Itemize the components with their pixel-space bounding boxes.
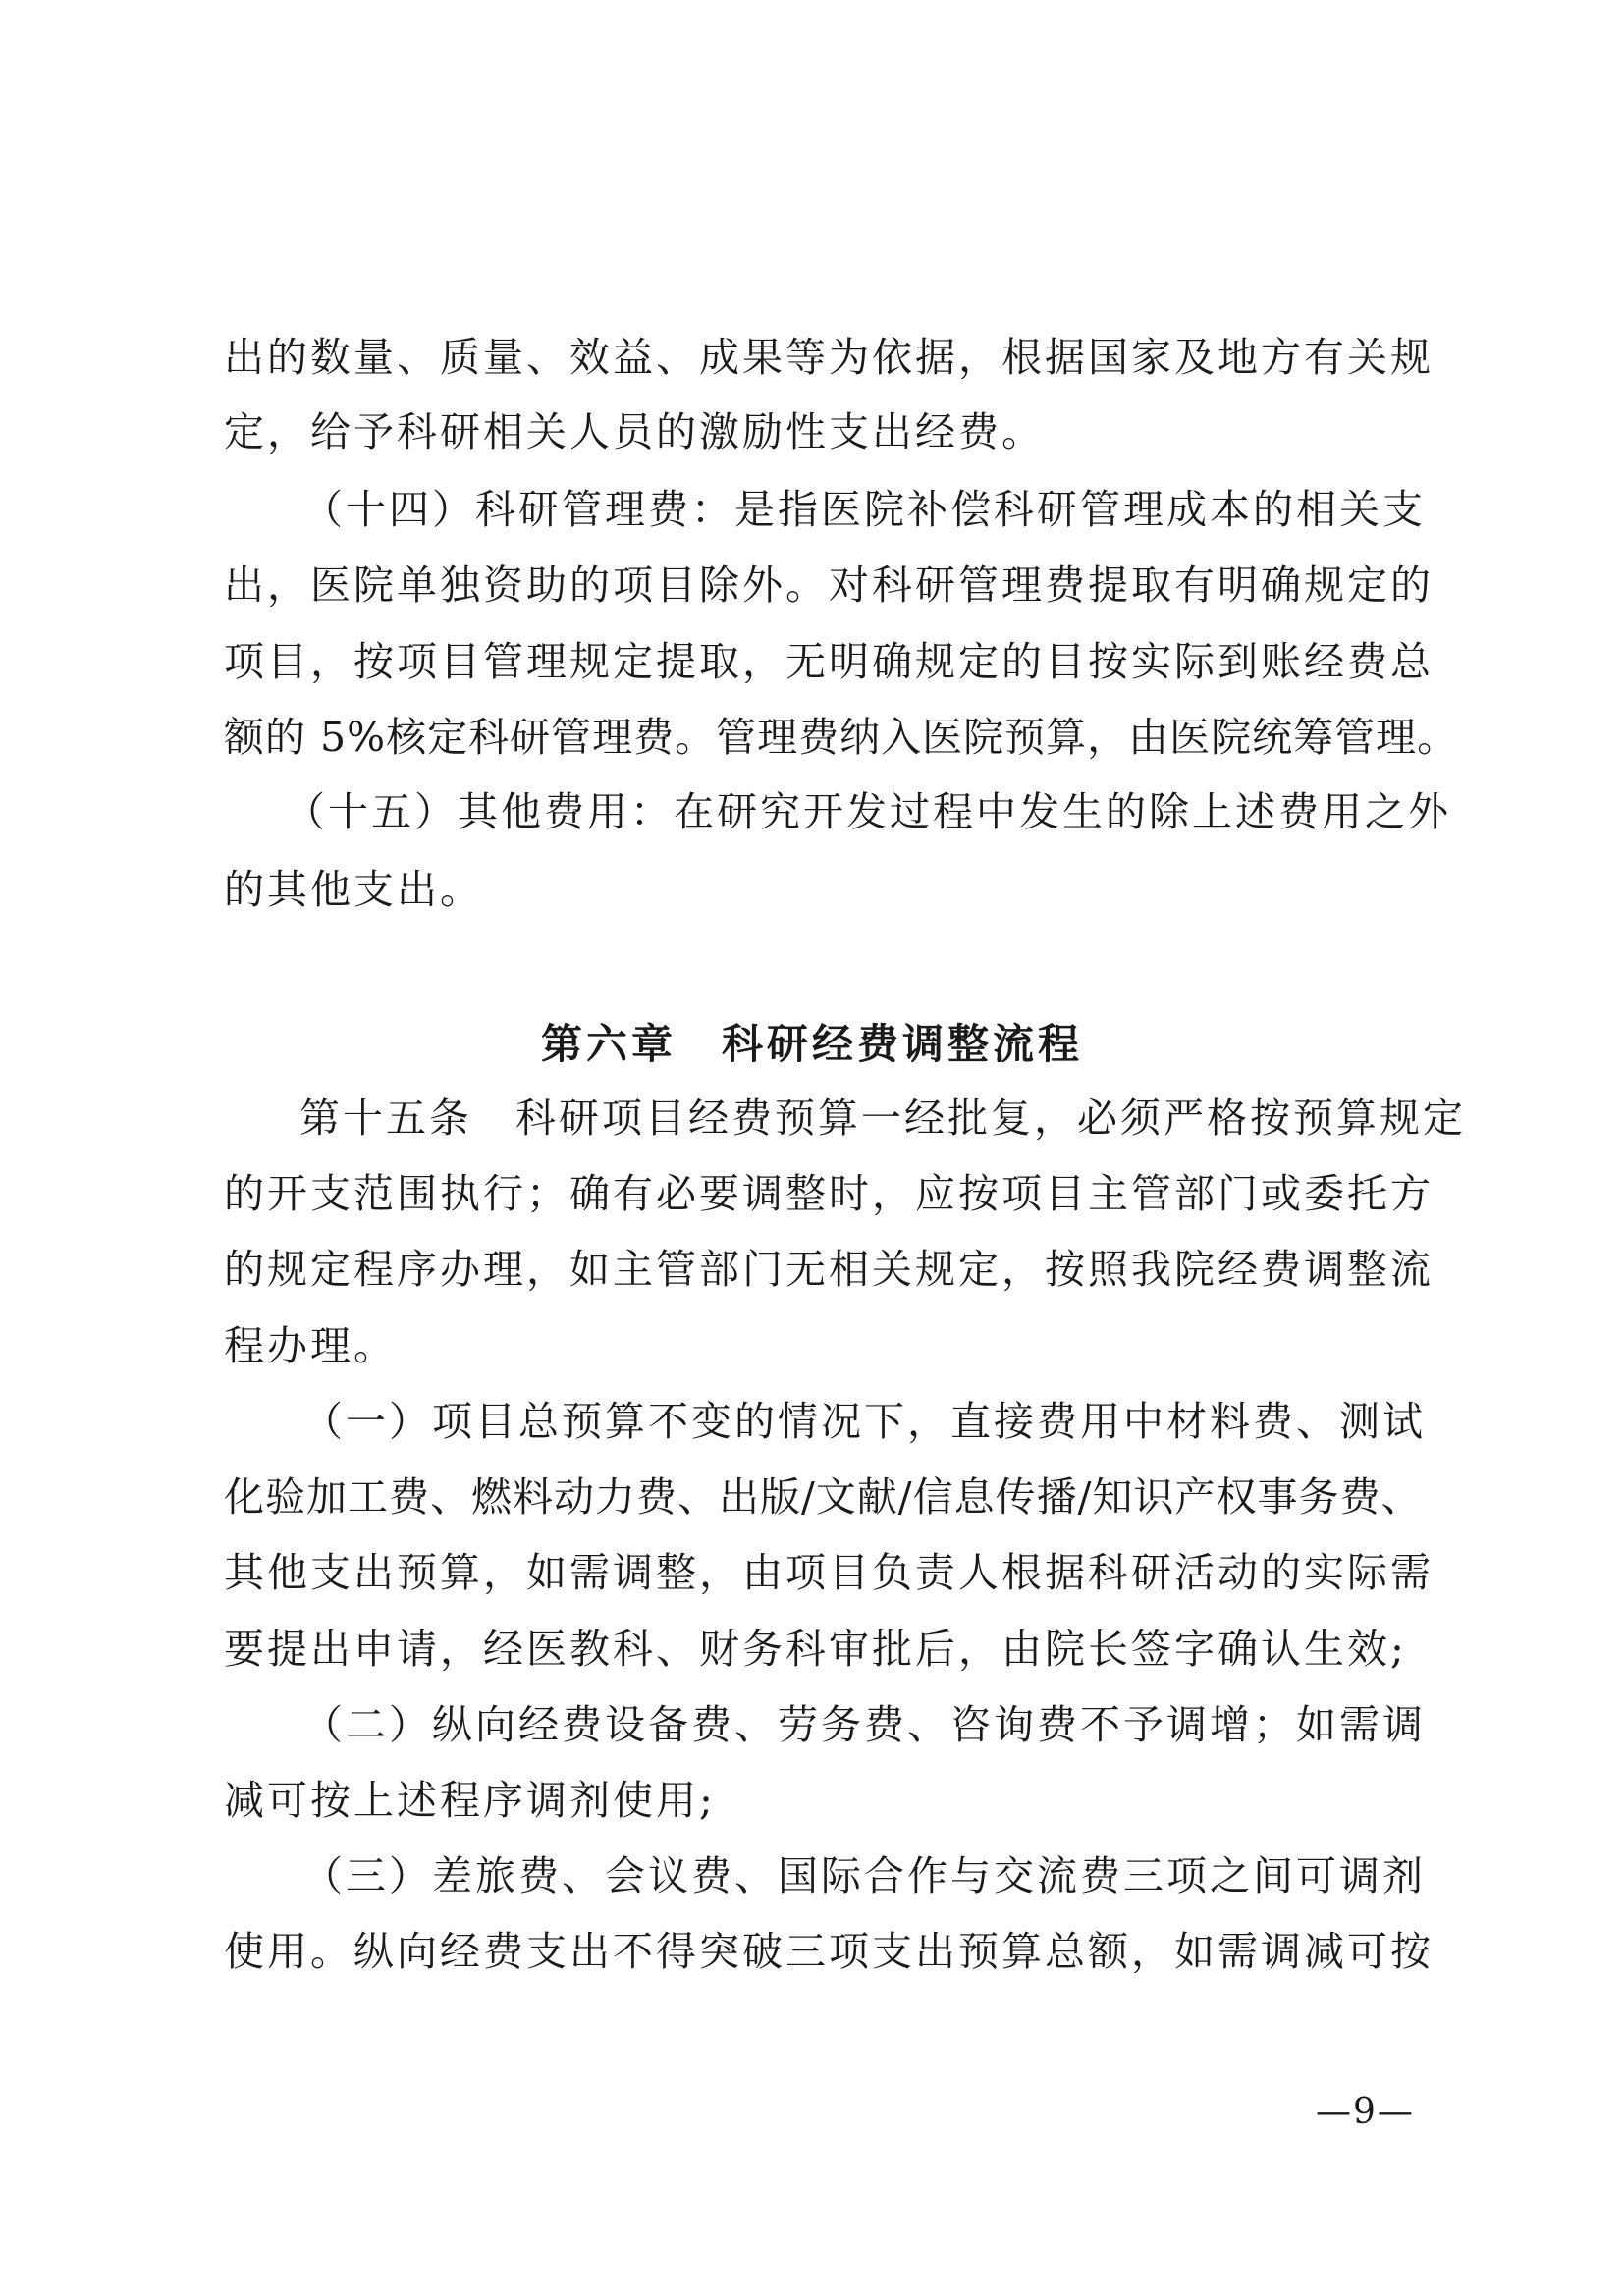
text-line: （十五）其他费用：在研究开发过程中发生的除上述费用之外 xyxy=(285,788,1451,835)
page-number: —9— xyxy=(1316,2092,1415,2132)
text-line: （二）纵向经费设备费、劳务费、咨询费不予调增；如需调 xyxy=(302,1701,1426,1748)
text-line: 使用。纵向经费支出不得突破三项支出预算总额，如需调减可按 xyxy=(224,1928,1434,1975)
text-line: 减可按上述程序调剂使用; xyxy=(224,1777,716,1824)
text-line: 的开支范围执行；确有必要调整时，应按项目主管部门或委托方 xyxy=(224,1170,1434,1217)
text-line: 要提出申请，经医教科、财务科审批后，由院长签字确认生效; xyxy=(224,1626,1407,1673)
text-line: 项目，按项目管理规定提取，无明确规定的目按实际到账经费总 xyxy=(224,638,1434,685)
text-line: 第十五条 科研项目经费预算一经批复，必须严格按预算规定 xyxy=(299,1095,1466,1142)
text-line: 其他支出预算，如需调整，由项目负责人根据科研活动的实际需 xyxy=(224,1549,1434,1596)
text-line: （十四）科研管理费：是指医院补偿科研管理成本的相关支 xyxy=(302,486,1426,533)
text-line: 的规定程序办理，如主管部门无相关规定，按照我院经费调整流 xyxy=(224,1246,1434,1293)
chapter-heading: 第六章 科研经费调整流程 xyxy=(540,1020,1083,1068)
text-line: 程办理。 xyxy=(224,1322,397,1369)
text-line: 化验加工费、燃料动力费、出版/文献/信息传播/知识产权事务费、 xyxy=(224,1473,1423,1521)
text-line: 出的数量、质量、效益、成果等为依据，根据国家及地方有关规 xyxy=(224,334,1434,381)
text-line: 的其他支出。 xyxy=(224,866,483,913)
text-line: 定，给予科研相关人员的激励性支出经费。 xyxy=(224,408,1045,455)
text-line: （三）差旅费、会议费、国际合作与交流费三项之间可调剂 xyxy=(302,1852,1426,1899)
text-line: （一）项目总预算不变的情况下，直接费用中材料费、测试 xyxy=(302,1398,1426,1445)
text-line: 出，医院单独资助的项目除外。对科研管理费提取有明确规定的 xyxy=(224,561,1434,609)
text-line: 额的 5%核定科研管理费。管理费纳入医院预算，由医院统筹管理。 xyxy=(224,714,1459,761)
